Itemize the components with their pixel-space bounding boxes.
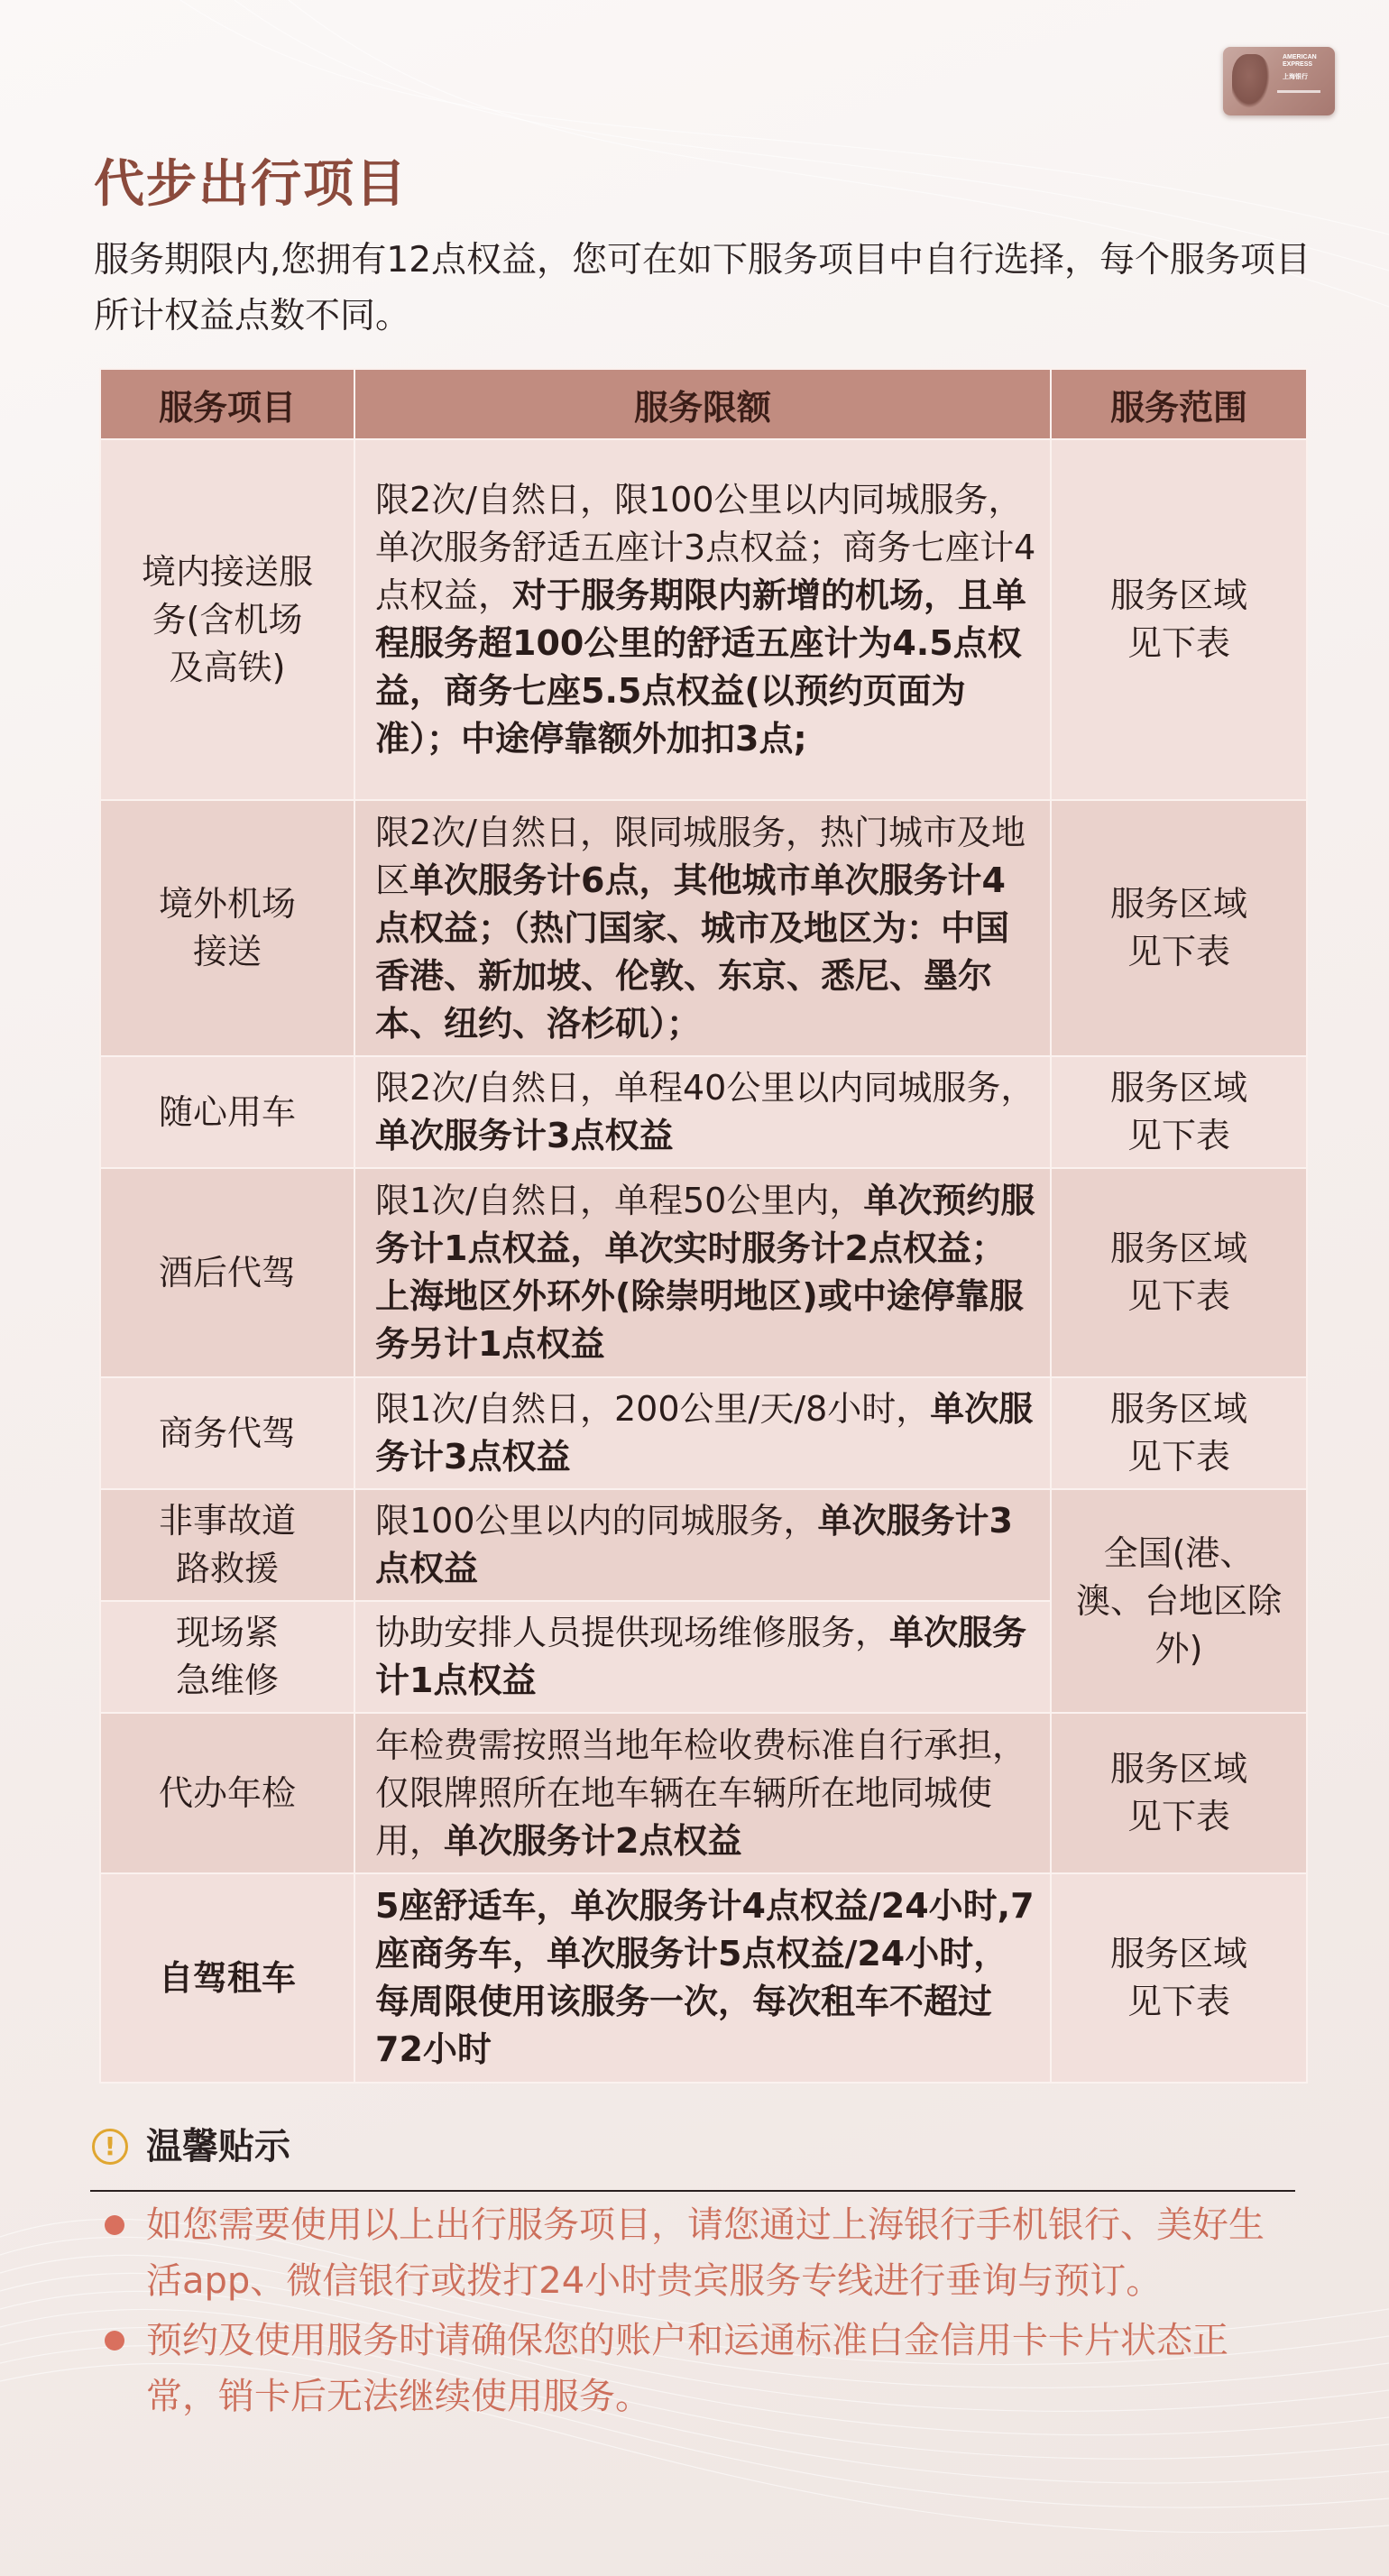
list-item: 预约及使用服务时请确保您的账户和运通标准白金信用卡卡片状态正常，销卡后无法继续使用服务。 (99, 2313, 1299, 2424)
service-item: 随心用车 (100, 1056, 354, 1168)
service-item: 境内接送服务(含机场及高铁) (100, 439, 354, 800)
card-brand: AMERICAN EXPRESS 上海银行 (1283, 54, 1328, 81)
table-header-row (100, 369, 1307, 439)
header-service-scope: 服务范围 (1051, 369, 1307, 439)
amex-card-logo (1223, 47, 1335, 115)
service-limit: 限2次/自然日，限同城服务，热门城市及地区单次服务计6点，其他城市单次服务计4点权益；（热门国家、城市及地区为：中国香港、新加坡、伦敦、东京、悉尼、墨尔本、纽约、洛杉矶）； (354, 800, 1051, 1056)
service-limit: 协助安排人员提供现场维修服务，单次服务计1点权益 (354, 1601, 1051, 1713)
service-scope: 服务区域见下表 (1051, 1056, 1307, 1168)
header-service-item: 服务项目 (100, 369, 354, 439)
service-limit: 限2次/自然日，单程40公里以内同城服务，单次服务计3点权益 (354, 1056, 1051, 1168)
service-limit: 限1次/自然日，200公里/天/8小时，单次服务计3点权益 (354, 1377, 1051, 1489)
service-limit: 限2次/自然日，限100公里以内同城服务，单次服务舒适五座计3点权益；商务七座计4点权益，对于服务期限内新增的机场，且单程服务超100公里的舒适五座计为4.5点权益，商务七座5.5点权益(以预约页面为准）；中途停靠额外加扣3点; (354, 439, 1051, 800)
tips-title: 温馨贴示 (146, 2126, 290, 2167)
service-limit: 限1次/自然日，单程50公里内，单次预约服务计1点权益，单次实时服务计2点权益；上海地区外环外(除崇明地区)或中途停靠服务另计1点权益 (354, 1168, 1051, 1377)
service-item: 非事故道路救援 (100, 1489, 354, 1601)
service-table (99, 368, 1308, 2084)
table-row (100, 1713, 1307, 1873)
bullet-dot-icon (105, 2331, 124, 2351)
table-row (100, 439, 1307, 800)
service-item: 商务代驾 (100, 1377, 354, 1489)
list-item: 如您需要使用以上出行服务项目，请您通过上海银行手机银行、美好生活app、微信银行或拨打24小时贵宾服务专线进行垂询与预订。 (99, 2197, 1299, 2309)
service-item: 自驾租车 (100, 1873, 354, 2083)
table-row (100, 1873, 1307, 2083)
service-scope: 服务区域见下表 (1051, 1713, 1307, 1873)
service-scope: 服务区域见下表 (1051, 439, 1307, 800)
service-scope: 服务区域见下表 (1051, 1168, 1307, 1377)
service-item: 现场紧急维修 (100, 1601, 354, 1713)
service-limit: 限100公里以内的同城服务，单次服务计3点权益 (354, 1489, 1051, 1601)
table-row (100, 800, 1307, 1056)
exclamation-circle-icon: ! (92, 2129, 128, 2165)
service-limit: 年检费需按照当地年检收费标准自行承担，仅限牌照所在地车辆在车辆所在地同城使用，单次服务计2点权益 (354, 1713, 1051, 1873)
table-row (100, 1377, 1307, 1489)
table-row (100, 1489, 1307, 1601)
centurion-portrait (1232, 54, 1270, 108)
bullet-dot-icon (105, 2215, 124, 2235)
page-title: 代步出行项目 (94, 155, 408, 214)
tips-header (90, 2121, 1295, 2192)
service-item: 代办年检 (100, 1713, 354, 1873)
service-scope: 服务区域见下表 (1051, 1873, 1307, 2083)
header-service-limit: 服务限额 (354, 369, 1051, 439)
service-scope: 服务区域见下表 (1051, 1377, 1307, 1489)
tips-list (99, 2197, 1299, 2428)
table-row (100, 1168, 1307, 1377)
service-limit: 5座舒适车，单次服务计4点权益/24小时,7座商务车，单次服务计5点权益/24小时，每周限使用该服务一次，每次租车不超过72小时 (354, 1873, 1051, 2083)
service-item: 境外机场接送 (100, 800, 354, 1056)
table-row (100, 1056, 1307, 1168)
service-item: 酒后代驾 (100, 1168, 354, 1377)
service-scope: 全国(港、澳、台地区除外) (1051, 1489, 1307, 1713)
intro-text: 服务期限内,您拥有12点权益，您可在如下服务项目中自行选择，每个服务项目所计权益点数不同。 (94, 240, 1311, 336)
service-scope: 服务区域见下表 (1051, 800, 1307, 1056)
